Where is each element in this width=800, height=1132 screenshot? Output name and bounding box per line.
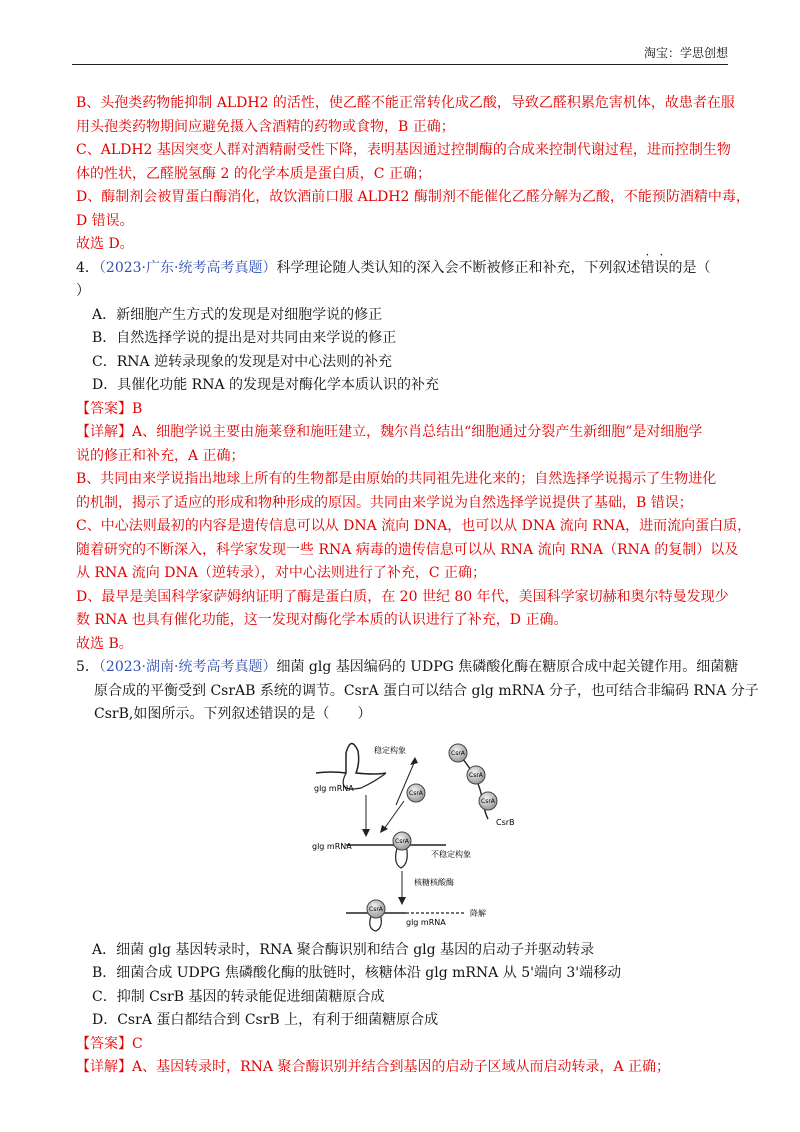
- label-csra: CsrA: [409, 789, 423, 797]
- option-c: C．抑制 CsrB 基因的转录能促进细菌糖原合成: [92, 988, 385, 1005]
- csrab-diagram: [76, 733, 736, 933]
- explanation-line: 说的修正和补充，A 正确；: [76, 447, 245, 464]
- explanation-line: 随着研究的不断深入，科学家发现一些 RNA 病毒的遗传信息可以从 RNA 流向 RNA（RNA 的复制）以及: [76, 541, 739, 558]
- explanation-line: [76, 421, 736, 445]
- question-number: 4．: [76, 259, 99, 276]
- answer: 【答案】C: [76, 1035, 143, 1052]
- option-b: B．自然选择学说的提出是对共同由来学说的修正: [92, 330, 397, 346]
- question-stem: [76, 257, 736, 281]
- option-a: A．新细胞产生方式的发现是对细胞学说的修正: [92, 306, 383, 323]
- label-csra: CsrA: [469, 771, 483, 779]
- label-glg-mid: glg mRNA: [312, 841, 352, 851]
- stem-text: 科学理论随人类认知的深入会不断被修正和补充，下列叙述: [276, 259, 641, 276]
- explain-label: 【详解】: [76, 1059, 132, 1075]
- explanation-line: C、中心法则最初的内容是遗传信息可以从 DNA 流向 DNA，也可以从 DNA 流向 RNA，进而流向蛋白质，: [76, 518, 752, 534]
- label-unstable: 不稳定构象: [431, 849, 471, 859]
- explanation-line: [76, 1056, 736, 1080]
- explain-label: 【详解】: [76, 424, 132, 440]
- question-number: 5．: [76, 659, 99, 675]
- text-line: D 错误。: [76, 212, 134, 229]
- stem-text: 的是（: [668, 259, 711, 276]
- text-line: B、头孢类药物能抑制 ALDH2 的活性，使乙醛不能正常转化成乙酸，导致乙醛积累危害机体，故患者在服: [76, 95, 735, 111]
- question-5: [76, 656, 759, 1080]
- previous-explanation: [76, 92, 750, 257]
- text-line: C、ALDH2 基因突变人群对酒精耐受性下降，表明基因通过控制酶的合成来控制代谢过程，进而控制生物: [76, 142, 731, 158]
- arrow-head: [380, 825, 388, 833]
- diagram-svg: [306, 733, 546, 933]
- explanation: [76, 421, 752, 656]
- label-csra-bot: CsrA: [369, 905, 383, 913]
- option-d: D．具催化功能 RNA 的发现是对酶化学本质认识的补充: [92, 377, 440, 393]
- document-body: [76, 92, 759, 1080]
- question-4: [76, 257, 752, 657]
- explain-text: A、细胞学说主要由施莱登和施旺建立，魏尔肖总结出“细胞通过分裂产生新细胞”是对细胞学: [132, 424, 703, 440]
- text-line: 用头孢类药物期间应避免摄入含酒精的药物或食物，B 正确；: [76, 118, 455, 135]
- arrow-head: [410, 757, 418, 765]
- explanation-line: 数 RNA 也具有催化功能，这一发现对酶化学本质的认识进行了补充，D 正确。: [76, 612, 568, 628]
- question-stem: [76, 656, 739, 680]
- answer: 【答案】B: [76, 400, 143, 417]
- label-stable: 稳定构象: [374, 745, 406, 755]
- label-degrade: 降解: [470, 908, 486, 918]
- label-csra-mid: CsrA: [395, 837, 409, 845]
- arrow-head: [362, 829, 370, 837]
- stem-text: ）: [76, 283, 90, 299]
- stem-text: CsrB,如图所示。下列叙述错误的是（ ）: [94, 706, 372, 722]
- emphasis-char: 误: [654, 259, 669, 276]
- label-csrb: CsrB: [496, 817, 515, 827]
- explanation-line: B、共同由来学说指出地球上所有的生物都是由原始的共同祖先进化来的；自然选择学说揭示了生物进化: [76, 471, 717, 487]
- label-glg-top: glg mRNA: [314, 783, 354, 793]
- explanation-line: 故选 B。: [76, 635, 133, 652]
- option-b: B．细菌合成 UDPG 焦磷酸化酶的肽链时，核糖体沿 glg mRNA 从 5'端向 3'端移动: [92, 965, 622, 981]
- explanation-line: D、最早是美国科学家萨姆纳证明了酶是蛋白质，在 20 世纪 80 年代，美国科学家切赫和奥尔特曼发现少: [76, 588, 729, 605]
- label-csra: CsrA: [481, 797, 495, 805]
- header-text: 淘宝：学思创想: [643, 46, 728, 60]
- label-glg-bot: glg mRNA: [406, 917, 446, 927]
- stem-text: 细菌 glg 基因编码的 UDPG 焦磷酸化酶在糖原合成中起关键作用。细菌糖: [276, 659, 739, 675]
- explanation-line: 的机制，揭示了适应的形成和物种形成的原因。共同由来学说为自然选择学说提供了基础，B 错误；: [76, 494, 693, 511]
- text-line: D、酶制剂会被胃蛋白酶消化，故饮酒前口服 ALDH2 酶制剂不能催化乙醛分解为乙酸，不能预防酒精中毒，: [76, 189, 750, 205]
- page-header: [72, 44, 728, 65]
- label-csra: CsrA: [451, 749, 465, 757]
- stem-text: 原合成的平衡受到 CsrAB 系统的调节。CsrA 蛋白可以结合 glg mRNA 分子，也可结合非编码 RNA 分子: [94, 682, 759, 699]
- option-c: C．RNA 逆转录现象的发现是对中心法则的补充: [92, 353, 393, 370]
- explanation-line: 从 RNA 流向 DNA（逆转录），对中心法则进行了补充，C 正确；: [76, 565, 486, 581]
- text-line: 体的性状，乙醛脱氢酶 2 的化学本质是蛋白质，C 正确；: [76, 165, 431, 182]
- explain-text: A、基因转录时，RNA 聚合酶识别并结合到基因的启动子区域从而启动转录，A 正确；: [132, 1059, 671, 1075]
- option-a: A．细菌 glg 基因转录时，RNA 聚合酶识别和结合 glg 基因的启动子并驱动转录: [92, 941, 595, 958]
- arrow-to-mrna: [384, 801, 404, 829]
- text-line: 故选 D。: [76, 236, 134, 252]
- option-d: D．CsrA 蛋白都结合到 CsrB 上，有利于细菌糖原合成: [92, 1012, 439, 1028]
- label-rnase: 核糖核酸酶: [414, 877, 454, 887]
- question-source: （2023·广东·统考高考真题）: [98, 259, 277, 276]
- emphasis-char: 错: [640, 259, 655, 276]
- arrow-head: [398, 897, 406, 905]
- question-source: （2023·湖南·统考高考真题）: [98, 659, 277, 675]
